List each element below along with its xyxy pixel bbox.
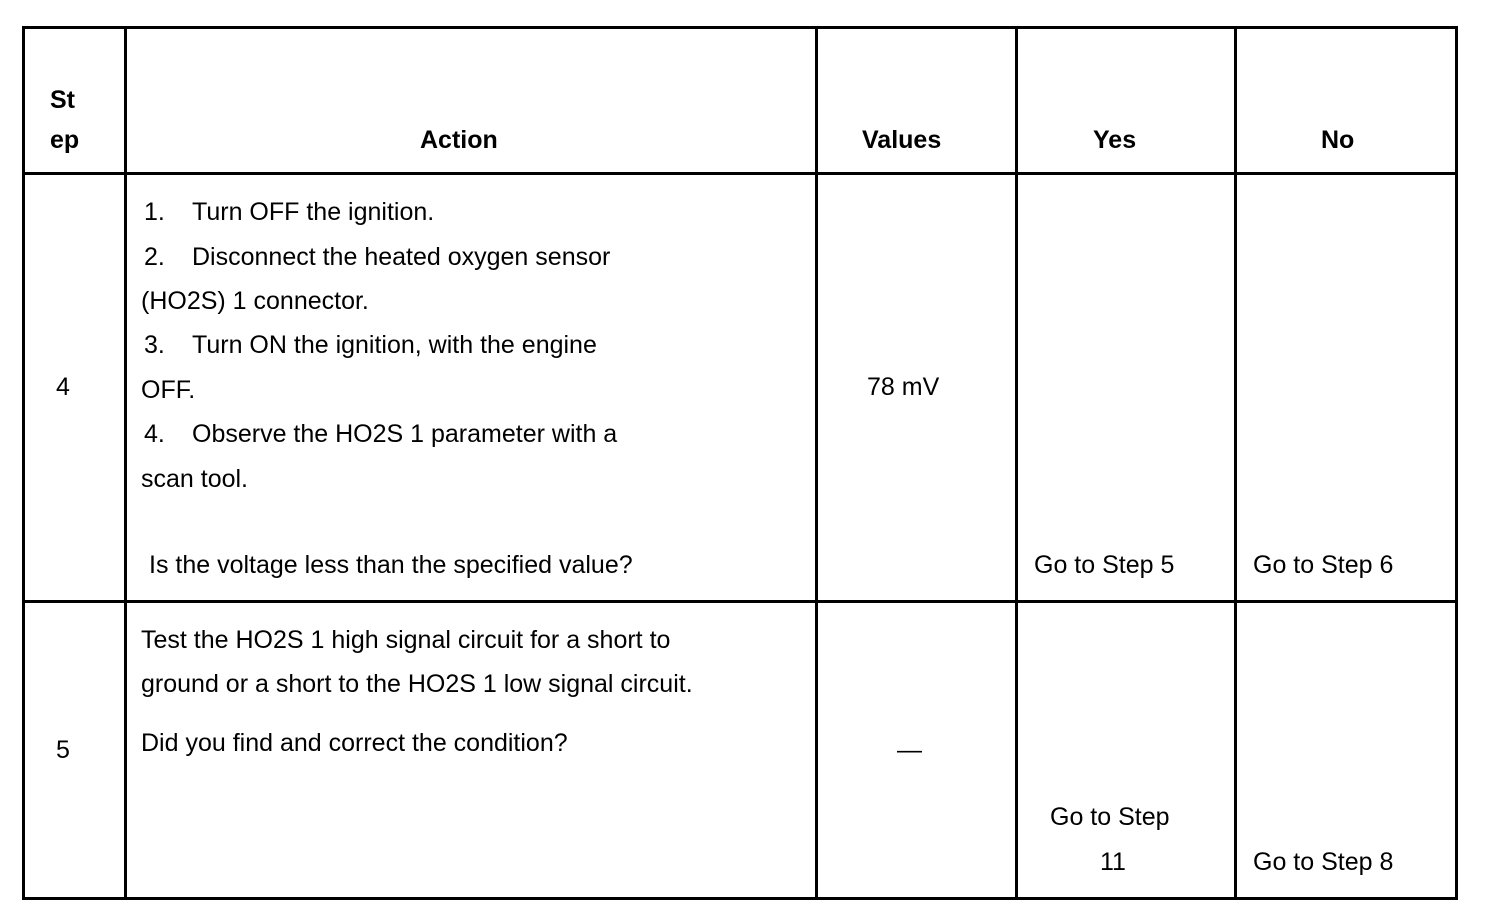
- action-item-text: Turn OFF the ignition.: [192, 198, 435, 226]
- value-cell: —: [897, 736, 922, 764]
- action-item-number: 4.: [144, 420, 165, 448]
- action-item-text: scan tool.: [141, 465, 249, 493]
- row-divider: [22, 600, 1458, 603]
- action-item-text: Observe the HO2S 1 parameter with a: [192, 420, 618, 448]
- yes-cell: Go to Step 5: [1034, 551, 1175, 579]
- header-yes: Yes: [1093, 126, 1137, 154]
- action-item-number: 1.: [144, 198, 165, 226]
- yes-cell-line-2: 11: [1100, 848, 1126, 876]
- column-divider: [815, 26, 818, 900]
- column-divider: [124, 26, 127, 900]
- no-cell: Go to Step 8: [1253, 848, 1394, 876]
- action-item-continuation: [141, 457, 248, 501]
- action-item-text: Turn ON the ignition, with the engine: [192, 331, 597, 359]
- action-text-line: ground or a short to the HO2S 1 low signal circuit.: [141, 670, 693, 698]
- action-question: Is the voltage less than the specified value?: [149, 551, 633, 579]
- header-no: No: [1321, 126, 1355, 154]
- action-item: [144, 323, 597, 367]
- header-values: Values: [862, 126, 942, 154]
- value-cell: 78 mV: [867, 373, 940, 401]
- column-divider: [1015, 26, 1018, 900]
- action-item: [144, 412, 617, 456]
- action-item-continuation: [141, 279, 369, 323]
- no-cell: Go to Step 6: [1253, 551, 1394, 579]
- action-item-text: Disconnect the heated oxygen sensor: [192, 243, 611, 271]
- header-step-line-2: ep: [50, 126, 80, 154]
- action-item: [144, 235, 610, 279]
- action-question: Did you find and correct the condition?: [141, 729, 568, 757]
- action-item-number: 2.: [144, 243, 165, 271]
- step-number: 5: [56, 736, 70, 764]
- action-item-text: (HO2S) 1 connector.: [141, 287, 369, 315]
- action-item-number: 3.: [144, 331, 165, 359]
- row-divider: [22, 172, 1458, 175]
- header-step-line-1: St: [50, 86, 75, 114]
- step-number: 4: [56, 373, 70, 401]
- action-item: [144, 190, 434, 234]
- action-text-line: Test the HO2S 1 high signal circuit for a short to: [141, 626, 671, 654]
- action-item-text: OFF.: [141, 376, 196, 404]
- action-item-continuation: [141, 368, 195, 412]
- yes-cell-line-1: Go to Step: [1050, 803, 1170, 831]
- column-divider: [1234, 26, 1237, 900]
- header-action: Action: [420, 126, 498, 154]
